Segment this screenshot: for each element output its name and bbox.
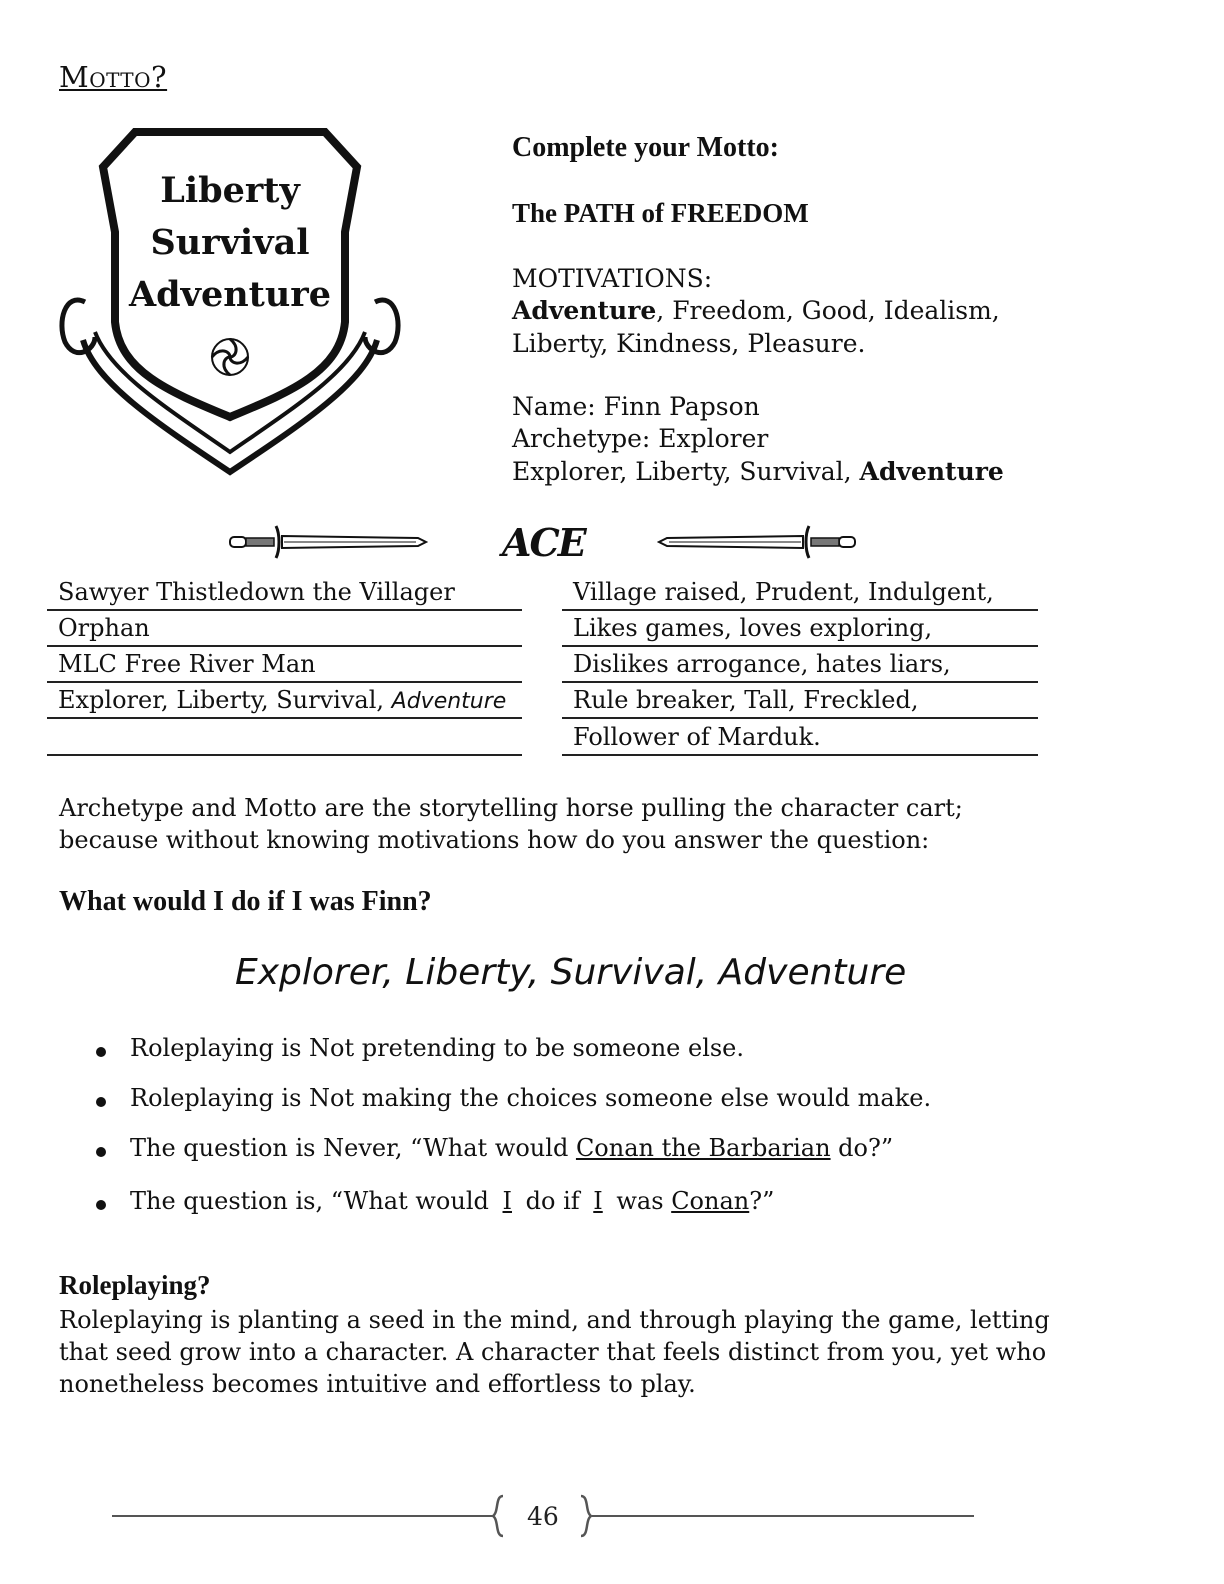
crest-shield	[55, 122, 405, 482]
right-brace-icon	[577, 1494, 593, 1538]
roleplaying-heading: Roleplaying?	[59, 1270, 211, 1300]
bullet-text	[130, 1134, 893, 1162]
page-number: 46	[527, 1502, 559, 1531]
paragraph-roleplaying: Roleplaying is planting a seed in the mind, and through playing the game, letting that seed grow into a character. A character that feels distinct from you, yet who nonetheless becomes intuitive and effortless to play.	[59, 1306, 1050, 1398]
left-brace-icon	[491, 1494, 507, 1538]
ace-left-row-text: Explorer, Liberty, Survival,	[58, 686, 392, 714]
paragraph-archetype: Archetype and Motto are the storytelling horse pulling the character cart; because without knowing motivations how do you answer the question:	[59, 794, 963, 854]
bullet-icon	[96, 1147, 106, 1157]
footer-rule-right	[592, 1515, 974, 1517]
archetype-values	[512, 457, 1004, 486]
emphasis-i: I	[593, 1187, 603, 1215]
ace-right-row: Likes games, loves exploring,	[562, 611, 1038, 647]
archetype-values-text: Explorer, Liberty, Survival,	[512, 457, 860, 486]
question-heading: What would I do if I was Finn?	[59, 886, 432, 917]
bullet-text: Roleplaying is Not making the choices someone else would make.	[130, 1084, 932, 1112]
path-title: The PATH of FREEDOM	[512, 198, 809, 228]
ace-right-row: Village raised, Prudent, Indulgent,	[562, 575, 1038, 611]
ace-title: ACE	[502, 520, 585, 565]
conan-barbarian-ref: Conan the Barbarian	[575, 1134, 831, 1162]
ace-handwritten-adventure: Adventure	[391, 689, 507, 714]
ace-right-row: Dislikes arrogance, hates liars,	[562, 647, 1038, 683]
conan-ref: Conan	[671, 1187, 750, 1215]
motivations-label: MOTIVATIONS:	[512, 264, 713, 293]
footer-rule-left	[112, 1515, 494, 1517]
bullet-text-part: do?”	[830, 1134, 894, 1162]
motivations-rest: , Freedom, Good, Idealism,	[656, 296, 1000, 325]
sword-right-icon	[657, 520, 857, 564]
name-line: Name: Finn Papson	[512, 392, 760, 421]
motivations-line2: Liberty, Kindness, Pleasure.	[512, 329, 866, 358]
ace-left-row: MLC Free River Man	[47, 647, 522, 683]
emphasis-i: I	[502, 1187, 512, 1215]
ace-left-row-blank	[47, 720, 522, 756]
ace-right-row: Follower of Marduk.	[562, 720, 1038, 756]
bullet-text-part: The question is, “What would	[130, 1187, 497, 1215]
bullet-text-part: ?”	[749, 1187, 775, 1215]
bullet-text-part: was	[608, 1187, 672, 1215]
bullet-icon	[96, 1047, 106, 1057]
ace-left-row: Sawyer Thistledown the Villager	[47, 575, 522, 611]
ace-left-row	[47, 683, 522, 719]
crest-word-adventure: Adventure	[128, 274, 332, 315]
bullet-text-part: The question is Never, “What would	[130, 1134, 576, 1162]
complete-motto-label: Complete your Motto:	[512, 132, 779, 163]
bullet-icon	[96, 1200, 106, 1210]
motivation-adventure: Adventure	[512, 296, 657, 325]
archetype-banner-line: Explorer, Liberty, Survival, Adventure	[235, 952, 907, 993]
ace-left-row: Orphan	[47, 611, 522, 647]
sword-left-icon	[228, 520, 428, 564]
archetype-line: Archetype: Explorer	[512, 424, 769, 453]
bullet-text-part: do if	[518, 1187, 588, 1215]
page-title: Motto?	[59, 60, 168, 94]
ace-right-row: Rule breaker, Tall, Freckled,	[562, 683, 1038, 719]
crest-word-survival: Survival	[150, 222, 310, 263]
bullet-icon	[96, 1097, 106, 1107]
bullet-text	[130, 1187, 774, 1215]
archetype-adventure: Adventure	[859, 457, 1004, 486]
bullet-text: Roleplaying is Not pretending to be someone else.	[130, 1034, 745, 1062]
motivations-line1	[512, 296, 1000, 325]
crest-word-liberty: Liberty	[160, 170, 300, 211]
